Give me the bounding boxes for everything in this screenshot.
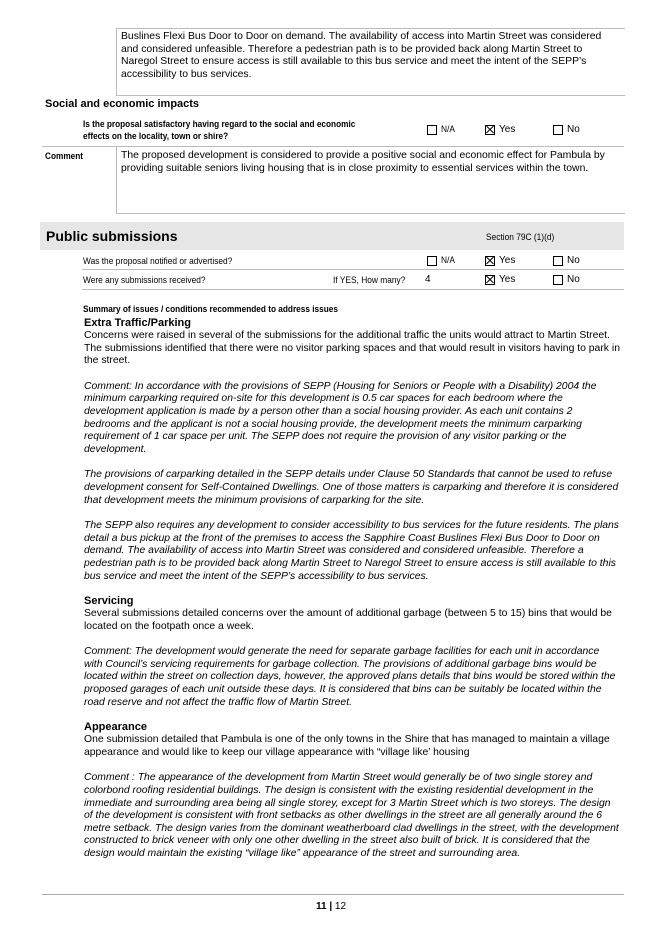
comment-label: Comment <box>45 151 84 162</box>
traffic-paragraph-1: Concerns were raised in several of the submissions for the additional traffic the units would attract to Martin Street. The submissions identified that there were no visitor parking spaces and that would result in visitors having to park in the street. <box>84 330 620 367</box>
comment-text: The proposed development is considered to provide a positive social and economic effect for Pambula by providing suitable seniors living housing that is in close proximity to essential services within the town. <box>121 150 605 174</box>
notified-yes-option[interactable] <box>485 255 515 266</box>
traffic-comment-3: The SEPP also requires any development to consider accessibility to bus services for the future residents. The plans detail a bus pickup at the front of the premises to access the Sapphire Coast Buslines Flexi Bus Door to Door on demand. The availability of access into Martin Street was considered and considered unfeasible. Therefore a pedestrian path is to be provided back along Martin Street to Naregol Street to ensure access is still available to this bus service and meet the intent of the SEPP’s accessibility to bus services. <box>84 520 620 582</box>
notified-yes-label: Yes <box>499 255 516 266</box>
submissions-no-label: No <box>567 274 580 285</box>
servicing-heading: Servicing <box>84 595 134 608</box>
page-footer <box>0 901 662 912</box>
top-continuation-text: Buslines Flexi Bus Door to Door on demand. The availability of access into Martin Street was considered and considered unfeasible. Therefore a pedestrian path is to be provided back along Martin Street to Naregol Street to ensure access is still available to this bus service and meet the intent of the SEPP’s accessibility to bus services. <box>121 31 602 80</box>
appearance-heading: Appearance <box>84 721 147 734</box>
social-na-label: N/A <box>441 124 455 135</box>
social-yes-checkbox[interactable] <box>485 125 495 135</box>
social-no-label: No <box>567 124 580 135</box>
notified-na-label: N/A <box>441 255 455 266</box>
servicing-comment: Comment: The development would generate the need for separate garbage facilities for each unit in accordance with Council’s servicing requirements for garbage collection. The provisions of additional garbage bins would be located within the street on collection days, however, the approved plans details that bins would be stored within the proposed garages of each unit outside these days. It is considered that bins can be suitably be located within the road reserve and not affect the traffic flow of Martin Street. <box>84 646 616 708</box>
summary-title: Summary of issues / conditions recommended to address issues <box>83 304 338 315</box>
appearance-paragraph-1: One submission detailed that Pambula is one of the only towns in the Shire that has managed to maintain a village appearance and would like to keep our village appearance with “village like’ housing <box>84 734 610 758</box>
social-na-option[interactable] <box>427 124 457 135</box>
submissions-count: 4 <box>425 274 431 285</box>
submissions-question: Were any submissions received? <box>83 275 206 286</box>
notified-na-checkbox[interactable] <box>427 256 437 266</box>
body-content <box>84 317 620 861</box>
notified-na-option[interactable] <box>427 255 457 266</box>
submissions-yes-label: Yes <box>499 274 516 285</box>
social-yes-label: Yes <box>499 124 516 135</box>
submissions-yes-checkbox[interactable] <box>485 275 495 285</box>
submissions-yes-option[interactable] <box>485 274 515 285</box>
traffic-comment-2: The provisions of carparking detailed in the SEPP details under Clause 50 Standards that cannot be used to refuse development consent for Self-Contained Dwellings. One of those matters is carparking and therefore it is considered that development meets the minimum provisions of carparking for the site. <box>84 469 619 506</box>
notified-no-checkbox[interactable] <box>553 256 563 266</box>
traffic-comment-1: Comment: In accordance with the provisions of SEPP (Housing for Seniors or People with a Disability) 2004 the minimum carparking required on-site for this development is 0.5 car spaces for each bedroom where the development application is made by a person other than a social housing provider. As each unit contains 2 bedrooms and the applicant is not a social housing provide, the development meets the minimum carparking requirement of 1 car space per unit. The SEPP does not require the provision of any visitor parking or the development. <box>84 380 597 455</box>
notified-yes-checkbox[interactable] <box>485 256 495 266</box>
notified-question: Was the proposal notified or advertised? <box>83 256 233 267</box>
submissions-ifyes-label: If YES, How many? <box>333 275 406 286</box>
notified-no-label: No <box>567 255 580 266</box>
page-total: 12 <box>334 901 347 912</box>
social-no-option[interactable] <box>553 124 580 135</box>
social-no-checkbox[interactable] <box>553 125 563 135</box>
social-heading: Social and economic impacts <box>45 98 200 110</box>
public-section-ref: Section 79C (1)(d) <box>486 232 555 243</box>
submissions-no-checkbox[interactable] <box>553 275 563 285</box>
page-number: 11 <box>315 901 327 912</box>
servicing-paragraph-1: Several submissions detailed concerns over the amount of additional garbage (between 5 to 15) bins that would be located on the footpath once a week. <box>84 608 612 632</box>
social-na-checkbox[interactable] <box>427 125 437 135</box>
notified-no-option[interactable] <box>553 255 580 266</box>
public-submissions-heading: Public submissions <box>46 228 178 244</box>
appearance-comment: Comment : The appearance of the development from Martin Street would generally be of two single storey and colorbond roofing residential buildings. The design is consistent with the existing residential development in the immediate and surrounding area being all single storey, except for 3 Martin Street which is two storeys. The design of the development is consistent with front setbacks as other dwellings in the street are all generally around the 6 metre setback. The design varies from the dominant weatherboard clad dwellings in the street, with the development constructed to brick veneer with only one other dwelling in the street also built of brick. It is considered that the design would maintain the existing “village like” appearance of the street and surrounding area. <box>84 772 619 859</box>
social-question: Is the proposal satisfactory having regard to the social and economic effects on the locality, town or shire? <box>83 119 356 142</box>
traffic-heading: Extra Traffic/Parking <box>84 317 191 329</box>
social-yes-option[interactable] <box>485 124 515 135</box>
submissions-no-option[interactable] <box>553 274 580 285</box>
page-separator: | <box>329 901 333 912</box>
